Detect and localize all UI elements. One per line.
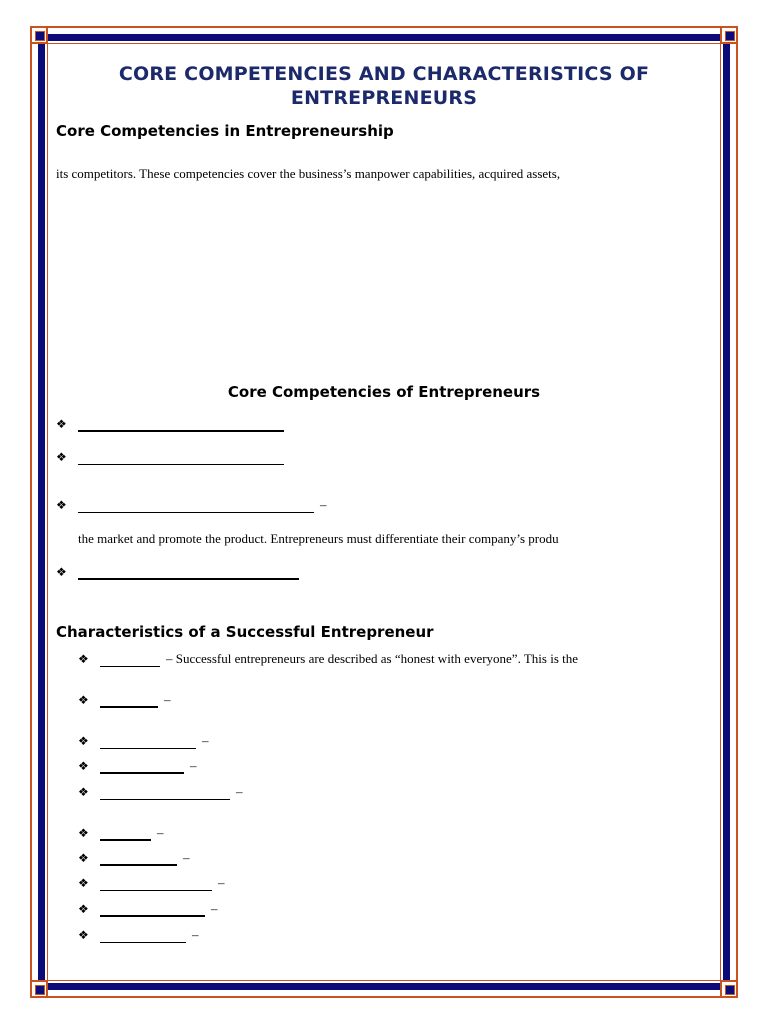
diamond-bullet-icon: ❖ (78, 785, 89, 799)
diamond-bullet-icon: ❖ (78, 693, 89, 707)
diamond-bullet-icon: ❖ (78, 759, 89, 773)
list-item (78, 927, 199, 943)
list-item-text: – (236, 784, 243, 799)
fill-in-blank[interactable] (100, 827, 151, 841)
diamond-bullet-icon: ❖ (56, 498, 67, 512)
fill-in-blank[interactable] (100, 694, 158, 708)
fill-in-blank[interactable] (100, 930, 186, 943)
diamond-bullet-icon: ❖ (78, 734, 89, 748)
corner-ornament-icon (720, 26, 738, 44)
corner-ornament-icon (30, 980, 48, 998)
list-item (78, 651, 578, 667)
list-item (56, 416, 290, 432)
paragraph-core-of: the market and promote the product. Entrepreneurs must differentiate their company’s produ (78, 531, 559, 546)
diamond-bullet-icon: ❖ (56, 565, 67, 579)
list-item-text: – (164, 692, 171, 707)
list-item (78, 825, 164, 841)
list-item (78, 758, 197, 774)
fill-in-blank[interactable] (78, 418, 284, 432)
list-item-text: – Successful entrepreneurs are described as “honest with everyone”. This is the (166, 651, 579, 666)
list-item-text: – (183, 850, 190, 865)
list-item-text: – (192, 927, 199, 942)
list-item-text: – (211, 901, 218, 916)
fill-in-blank[interactable] (100, 878, 212, 891)
diamond-bullet-icon: ❖ (78, 876, 89, 890)
section-heading-core-in: Core Competencies in Entrepreneurship (56, 122, 394, 140)
list-item (78, 784, 243, 800)
diamond-bullet-icon: ❖ (78, 902, 89, 916)
list-item (56, 564, 305, 580)
fill-in-blank[interactable] (100, 903, 205, 917)
list-item-text: – (320, 497, 327, 512)
paragraph-core-in: its competitors. These competencies cover the business’s manpower capabilities, acquired assets, (56, 166, 561, 181)
list-item (78, 850, 190, 866)
section-heading-characteristics: Characteristics of a Successful Entrepreneur (56, 623, 434, 641)
fill-in-blank[interactable] (100, 654, 160, 667)
list-item-text: – (202, 733, 209, 748)
corner-ornament-icon (720, 980, 738, 998)
fill-in-blank[interactable] (78, 452, 284, 465)
page-title: CORE COMPETENCIES AND CHARACTERISTICS OF ENTREPRENEURS (118, 63, 650, 109)
fill-in-blank[interactable] (100, 852, 177, 866)
fill-in-blank[interactable] (100, 787, 230, 800)
fill-in-blank[interactable] (100, 736, 196, 749)
list-item (78, 875, 225, 891)
diamond-bullet-icon: ❖ (56, 417, 67, 431)
fill-in-blank[interactable] (78, 566, 299, 580)
list-item (78, 692, 171, 708)
list-item-text: – (218, 875, 225, 890)
list-item (78, 733, 209, 749)
list-item-text: – (157, 825, 164, 840)
diamond-bullet-icon: ❖ (78, 851, 89, 865)
list-item (56, 449, 290, 465)
diamond-bullet-icon: ❖ (56, 450, 67, 464)
diamond-bullet-icon: ❖ (78, 652, 89, 666)
diamond-bullet-icon: ❖ (78, 826, 89, 840)
list-item-text: – (190, 758, 197, 773)
fill-in-blank[interactable] (78, 500, 314, 513)
list-item (56, 497, 327, 513)
fill-in-blank[interactable] (100, 760, 184, 774)
diamond-bullet-icon: ❖ (78, 928, 89, 942)
list-item (78, 901, 218, 917)
corner-ornament-icon (30, 26, 48, 44)
section-heading-core-of: Core Competencies of Entrepreneurs (227, 383, 541, 401)
